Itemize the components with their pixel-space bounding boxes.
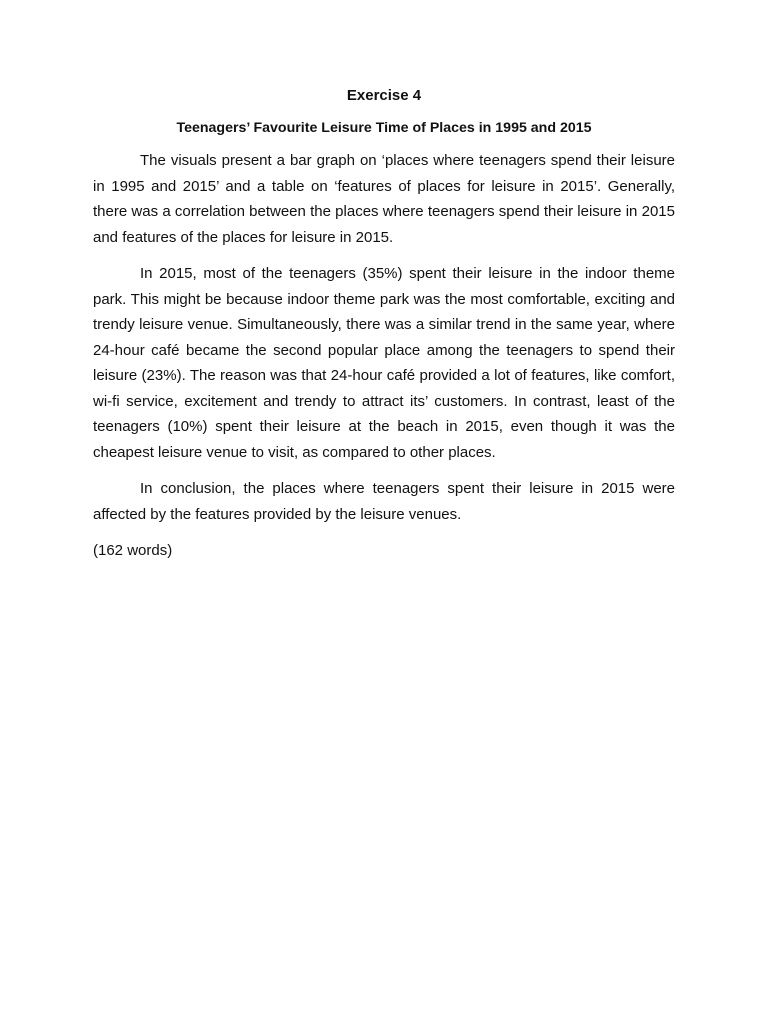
document-page bbox=[93, 86, 675, 564]
exercise-label: Exercise 4 bbox=[346, 87, 422, 104]
paragraph-conclusion: In conclusion, the places where teenagers spent their leisure in 2015 were affected by the features provided by the leisure venues. bbox=[93, 480, 675, 523]
word-count: (162 words) bbox=[93, 542, 173, 559]
document-title: Teenagers’ Favourite Leisure Time of Places in 1995 and 2015 bbox=[176, 120, 592, 136]
paragraph-introduction: The visuals present a bar graph on ‘places where teenagers spend their leisure in 1995 and 2015’ and a table on ‘features of places for leisure in 2015’. Generally, there was a correlation between the places where teenagers spend their leisure in 2015 and features of the places for leisure in 2015. bbox=[93, 152, 675, 246]
paragraph-body: In 2015, most of the teenagers (35%) spent their leisure in the indoor theme park. This might be because indoor theme park was the most comfortable, exciting and trendy leisure venue. Simultaneously, there was a similar trend in the same year, where 24-hour café became the second popular place among the teenagers to spend their leisure (23%). The reason was that 24-hour café provided a lot of features, like comfort, wi-fi service, excitement and trendy to attract its’ customers. In contrast, least of the teenagers (10%) spent their leisure at the beach in 2015, even though it was the cheapest leisure venue to visit, as compared to other places. bbox=[93, 265, 675, 461]
